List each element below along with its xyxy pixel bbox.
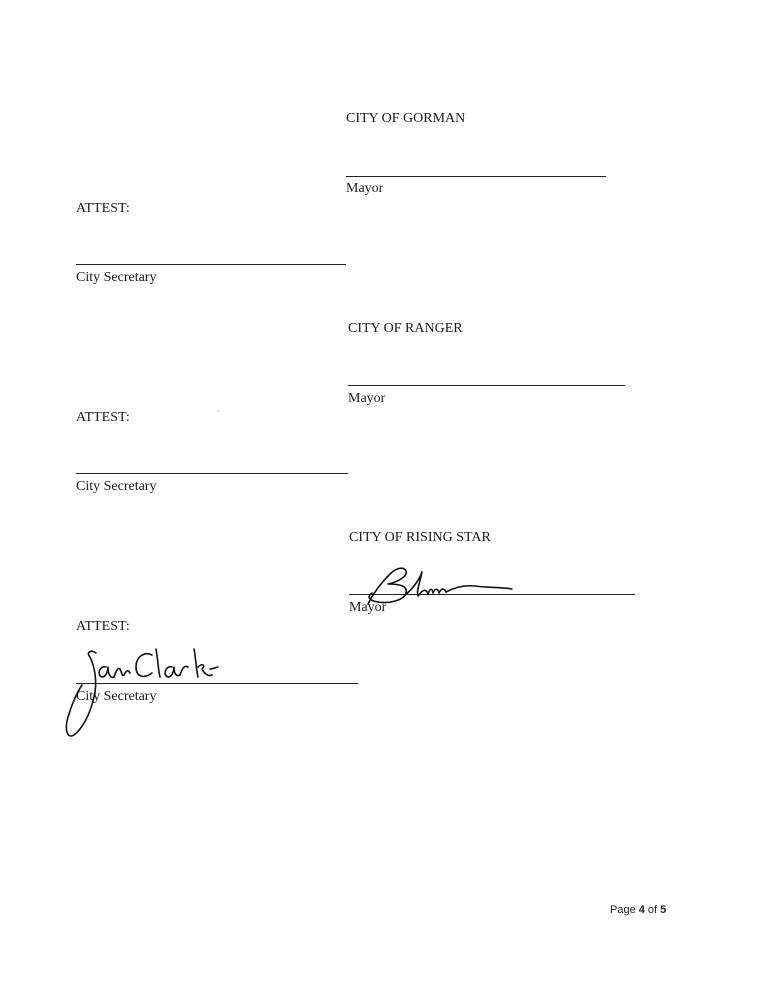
- scan-speck: [70, 738, 72, 740]
- mayor-signature-line-ranger: [348, 385, 625, 386]
- page-total: 5: [660, 904, 667, 916]
- city-heading-rising-star: CITY OF RISING STAR: [349, 530, 491, 545]
- secretary-signature-line-ranger: [76, 473, 348, 474]
- page-current: 4: [638, 904, 645, 916]
- mayor-label-gorman: Mayor: [346, 181, 384, 196]
- secretary-signature-rising-star: [60, 645, 220, 745]
- attest-label-rising-star: ATTEST:: [76, 619, 130, 634]
- mayor-label-rising-star: Mayor: [349, 600, 387, 615]
- page-number: [610, 904, 666, 916]
- attest-label-ranger: ATTEST:: [76, 410, 130, 425]
- secretary-label-gorman: City Secretary: [76, 270, 157, 285]
- page-middle: of: [644, 904, 661, 916]
- page-prefix: Page: [610, 904, 639, 916]
- attest-label-gorman: ATTEST:: [76, 201, 130, 216]
- mayor-label-ranger: Mayor: [348, 391, 386, 406]
- secretary-signature-line-gorman: [76, 264, 346, 265]
- mayor-signature-rising-star: [360, 560, 530, 610]
- mayor-signature-line-gorman: [346, 176, 606, 177]
- secretary-label-rising-star: City Secretary: [76, 689, 157, 704]
- secretary-label-ranger: City Secretary: [76, 479, 157, 494]
- city-heading-ranger: CITY OF RANGER: [348, 321, 463, 336]
- scan-speck: [217, 410, 219, 412]
- city-heading-gorman: CITY OF GORMAN: [346, 111, 466, 126]
